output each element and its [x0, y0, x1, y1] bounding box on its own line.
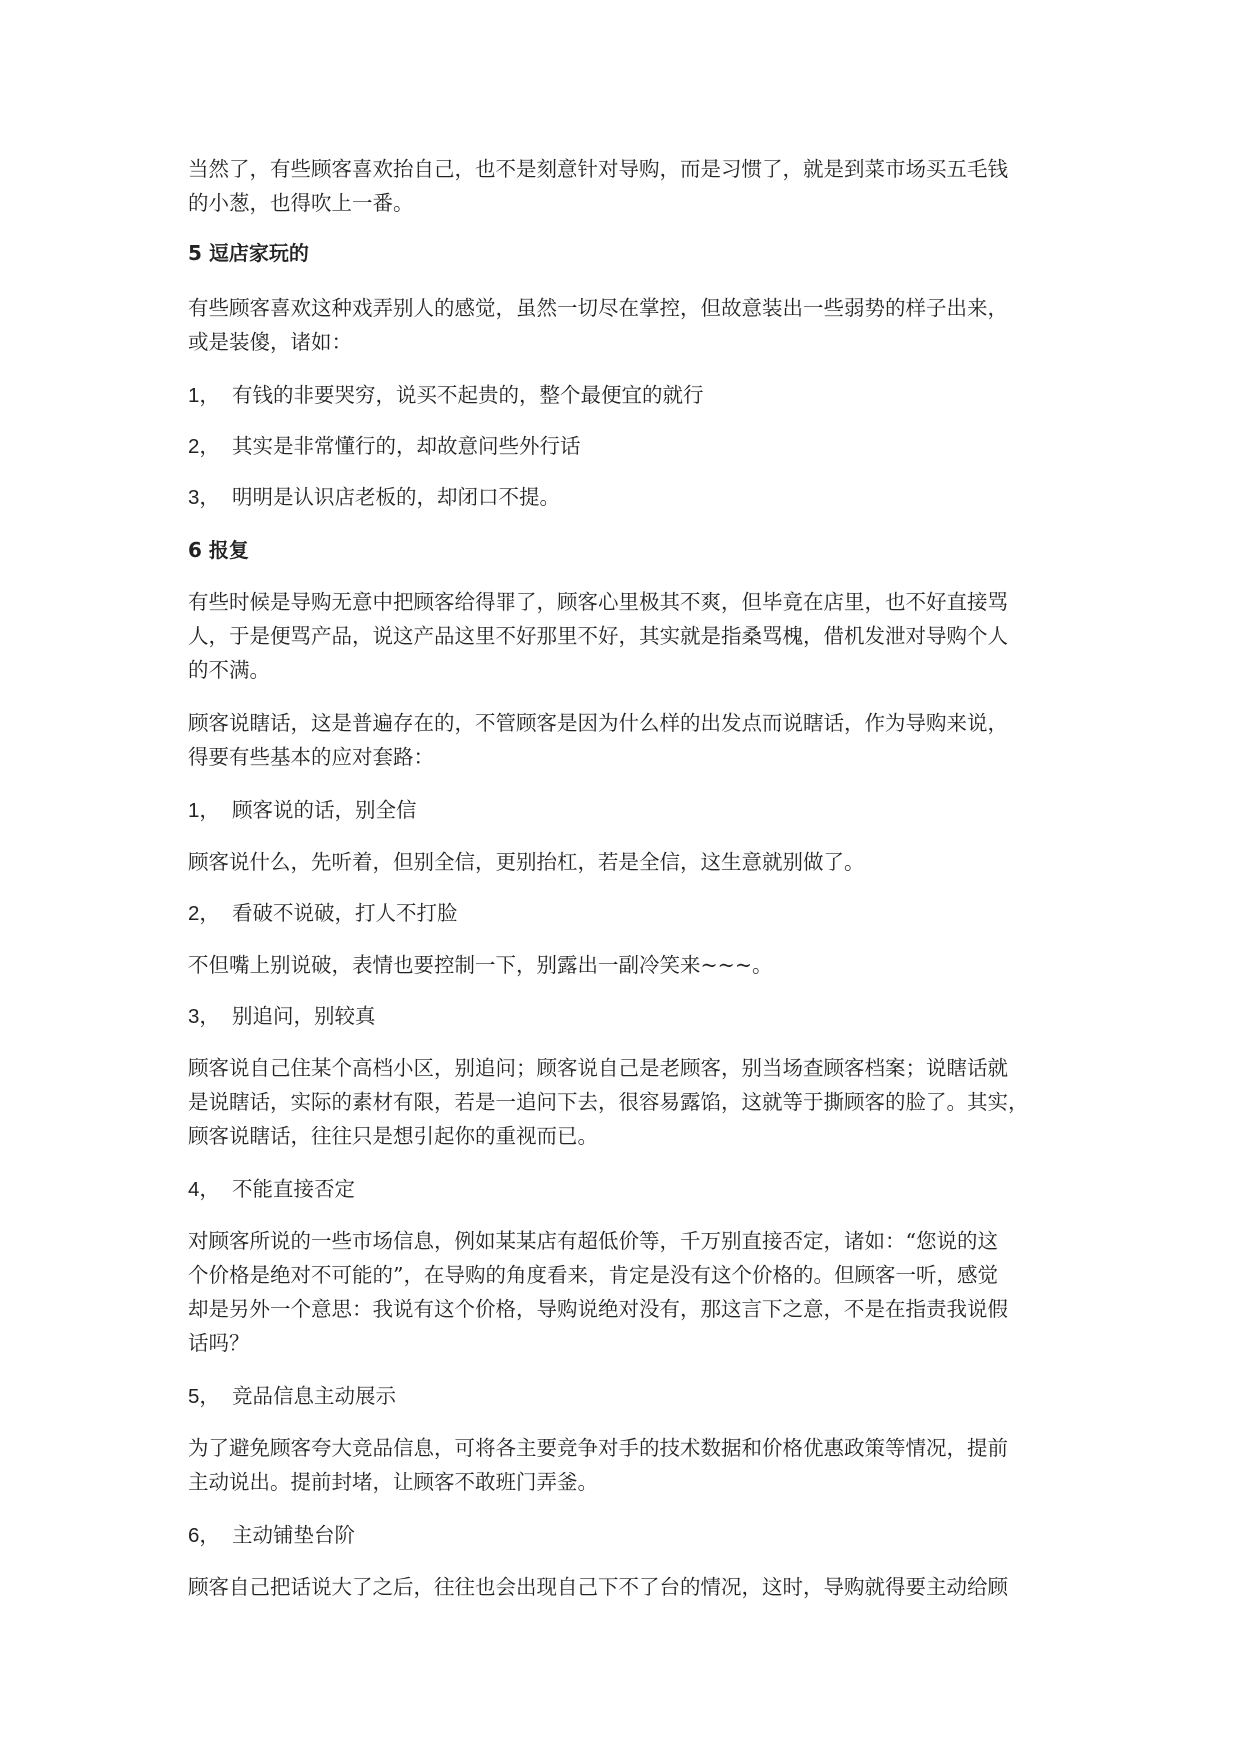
- list-item: [188, 429, 1068, 464]
- list-number: 2，: [188, 435, 220, 458]
- section-heading: 6 报复: [188, 538, 249, 562]
- text-line: 顾客自己把话说大了之后，往往也会出现自己下不了台的情况，这时，导购就得要主动给顾: [188, 1575, 1008, 1599]
- text-line: 顾客说什么，先听着，但别全信，更别抬杠，若是全信，这生意就别做了。: [188, 850, 865, 874]
- text-line: 当然了，有些顾客喜欢抬自己，也不是刻意针对导购，而是习惯了，就是到菜市场买五毛钱: [188, 157, 1008, 181]
- text-line: 话吗？: [188, 1331, 250, 1355]
- text-line: 的小葱，也得吹上一番。: [188, 191, 414, 215]
- paragraph: [188, 1224, 1068, 1360]
- text-line: 或是装傻，诸如：: [188, 330, 352, 354]
- list-item: [188, 378, 1068, 413]
- list-number: 2，: [188, 902, 220, 925]
- paragraph: [188, 1431, 1068, 1499]
- text-line: 个价格是绝对不可能的”，在导购的角度看来，肯定是没有这个价格的。但顾客一听，感觉: [188, 1263, 998, 1287]
- text-line: 有些顾客喜欢这种戏弄别人的感觉，虽然一切尽在掌控，但故意装出一些弱势的样子出来，: [188, 296, 1008, 320]
- paragraph: [188, 1051, 1068, 1153]
- list-text: 明明是认识店老板的，却闭口不提。: [232, 485, 560, 509]
- list-text: 其实是非常懂行的，却故意问些外行话: [232, 434, 581, 458]
- paragraph: [188, 152, 1068, 220]
- paragraph: [188, 706, 1068, 774]
- list-item: [188, 896, 1068, 931]
- list-number: 1，: [188, 384, 220, 407]
- list-text: 别追问，别较真: [232, 1004, 376, 1028]
- text-line: 顾客说瞎话，往往只是想引起你的重视而已。: [188, 1124, 598, 1148]
- list-number: 3，: [188, 1005, 220, 1028]
- list-item: [188, 793, 1068, 828]
- text-line: 有些时候是导购无意中把顾客给得罪了，顾客心里极其不爽，但毕竟在店里，也不好直接骂: [188, 590, 1008, 614]
- text-line: 为了避免顾客夸大竞品信息，可将各主要竞争对手的技术数据和价格优惠政策等情况，提前: [188, 1436, 1008, 1460]
- text-line: 顾客说自己住某个高档小区，别追问；顾客说自己是老顾客，别当场查顾客档案；说瞎话就: [188, 1056, 1008, 1080]
- paragraph: [188, 585, 1068, 687]
- list-text: 顾客说的话，别全信: [232, 798, 417, 822]
- text-line: 得要有些基本的应对套路：: [188, 745, 434, 769]
- list-text: 主动铺垫台阶: [232, 1523, 355, 1547]
- list-number: 6，: [188, 1524, 220, 1547]
- list-item: [188, 1518, 1068, 1553]
- text-line: 是说瞎话，实际的素材有限，若是一追问下去，很容易露馅，这就等于撕顾客的脸了。其实，: [188, 1090, 1029, 1114]
- list-text: 看破不说破，打人不打脸: [232, 901, 458, 925]
- paragraph: [188, 291, 1068, 359]
- list-item: [188, 999, 1068, 1034]
- text-line: 不但嘴上别说破，表情也要控制一下，别露出一副冷笑来~~~。: [188, 953, 773, 977]
- text-line: 顾客说瞎话，这是普遍存在的，不管顾客是因为什么样的出发点而说瞎话，作为导购来说，: [188, 711, 1008, 735]
- text-line: 却是另外一个意思：我说有这个价格，导购说绝对没有，那这言下之意，不是在指责我说假: [188, 1297, 1008, 1321]
- text-line: 对顾客所说的一些市场信息，例如某某店有超低价等，千万别直接否定，诸如：“您说的这: [188, 1229, 998, 1253]
- list-item: [188, 480, 1068, 515]
- list-text: 不能直接否定: [232, 1177, 355, 1201]
- list-text: 有钱的非要哭穷，说买不起贵的，整个最便宜的就行: [232, 383, 704, 407]
- list-item: [188, 1379, 1068, 1414]
- list-text: 竞品信息主动展示: [232, 1384, 396, 1408]
- text-line: 人，于是便骂产品，说这产品这里不好那里不好，其实就是指桑骂槐，借机发泄对导购个人: [188, 624, 1008, 648]
- text-line: 的不满。: [188, 658, 270, 682]
- paragraph: [188, 845, 1068, 879]
- text-line: 主动说出。提前封堵，让顾客不敢班门弄釜。: [188, 1470, 598, 1494]
- list-number: 4，: [188, 1178, 220, 1201]
- list-number: 3，: [188, 486, 220, 509]
- section-heading: 5 逗店家玩的: [188, 241, 309, 265]
- paragraph: [188, 1570, 1068, 1604]
- list-number: 1，: [188, 799, 220, 822]
- list-number: 5，: [188, 1385, 220, 1408]
- list-item: [188, 1172, 1068, 1207]
- paragraph: [188, 948, 1068, 982]
